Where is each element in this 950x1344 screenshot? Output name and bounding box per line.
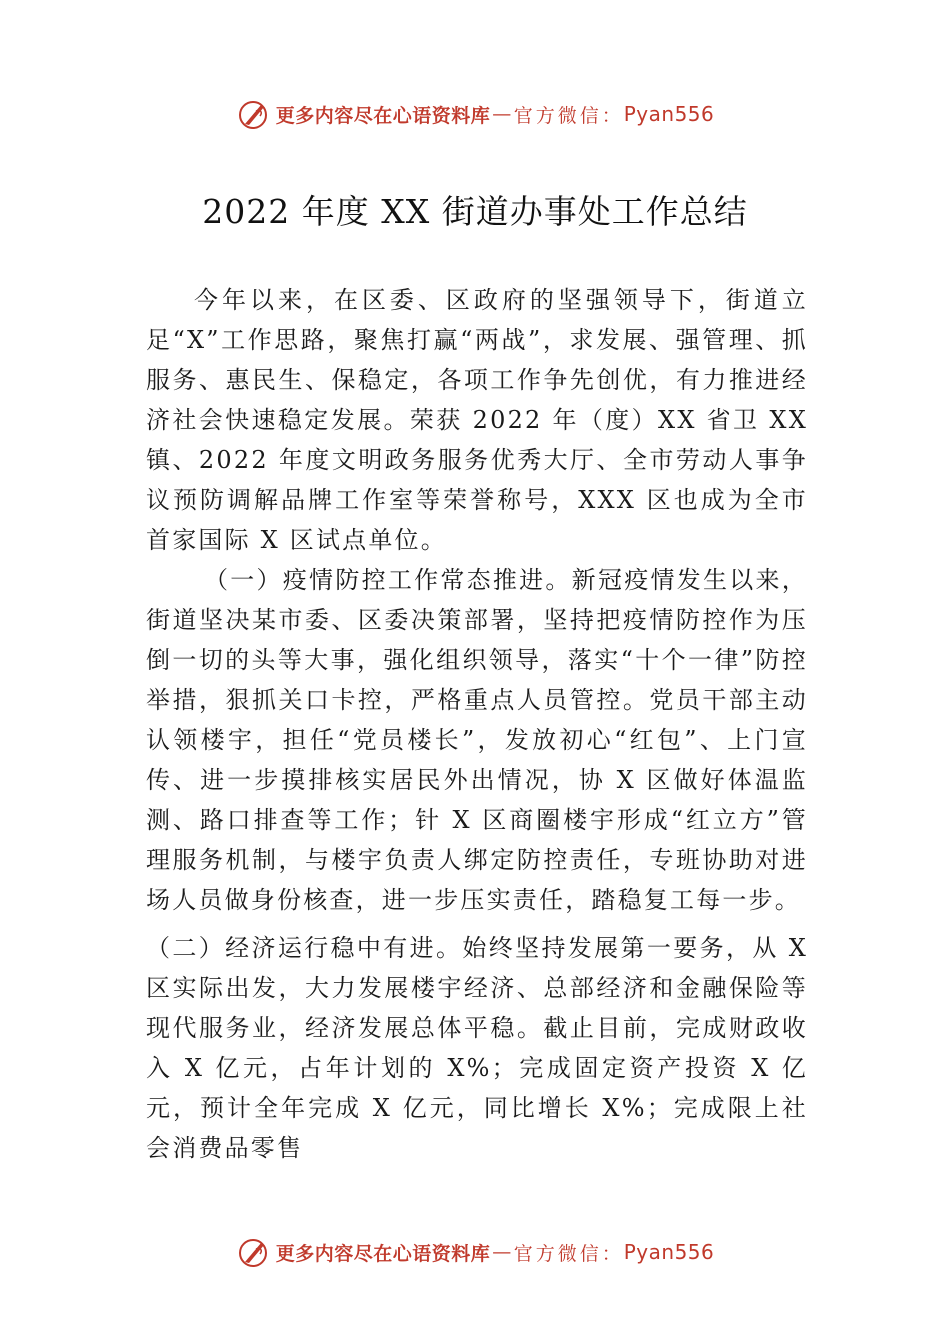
document-body bbox=[146, 280, 808, 1168]
footer-banner-separator: — bbox=[492, 1241, 512, 1263]
banner-separator: — bbox=[492, 103, 512, 125]
paragraph-intro: 今年以来，在区委、区政府的坚强领导下，街道立足“X”工作思路，聚焦打赢“两战”，求发展、强管理、抓服务、惠民生、保稳定，各项工作争先创优，有力推进经济社会快速稳定发展。荣获 2022 年（度）XX 省卫 XX 镇、2022 年度文明政务服务优秀大厅、全市劳动人事争议预防调解品牌工作室等荣誉称号，XXX 区也成为全市首家国际 X 区试点单位。 bbox=[146, 286, 808, 554]
banner-wechat-label: 官方微信： bbox=[513, 104, 624, 127]
footer-banner-brand: 更多内容尽在心语资料库 bbox=[275, 1242, 491, 1265]
paragraph-section-2: （二）经济运行稳中有进。始终坚持发展第一要务，从 X 区实际出发，大力发展楼宇经济、总部经济和金融保险等现代服务业，经济发展总体平稳。截止目前，完成财政收入 X 亿元，占年计划的 X%；完成固定资产投资 X 亿元，预计全年完成 X 亿元，同比增长 X%；完成限上社会消费品零售 bbox=[146, 934, 808, 1162]
quill-pen-logo-icon bbox=[236, 1235, 270, 1269]
footer-banner-wechat-id: Pyan556 bbox=[623, 1240, 715, 1264]
footer-banner bbox=[0, 1232, 950, 1272]
paragraph-section-1: （一）疫情防控工作常态推进。新冠疫情发生以来，街道坚决某市委、区委决策部署，坚持把疫情防控作为压倒一切的头等大事，强化组织领导，落实“十个一律”防控举措，狠抓关口卡控，严格重点人员管控。党员干部主动认领楼宇，担任“党员楼长”，发放初心“红包”、上门宣传、进一步摸排核实居民外出情况，协 X 区做好体温监测、路口排查等工作；针 X 区商圈楼宇形成“红立方”管理服务机制，与楼宇负责人绑定防控责任，专班协助对进场人员做身份核查，进一步压实责任，踏稳复工每一步。 bbox=[146, 566, 808, 914]
banner-brand: 更多内容尽在心语资料库 bbox=[275, 104, 491, 127]
document-title: 2022 年度 XX 街道办事处工作总结 bbox=[202, 192, 748, 231]
quill-pen-logo-icon bbox=[236, 97, 270, 131]
banner-wechat-id: Pyan556 bbox=[623, 102, 715, 126]
header-banner bbox=[0, 94, 950, 134]
footer-banner-wechat-label: 官方微信： bbox=[513, 1242, 624, 1265]
